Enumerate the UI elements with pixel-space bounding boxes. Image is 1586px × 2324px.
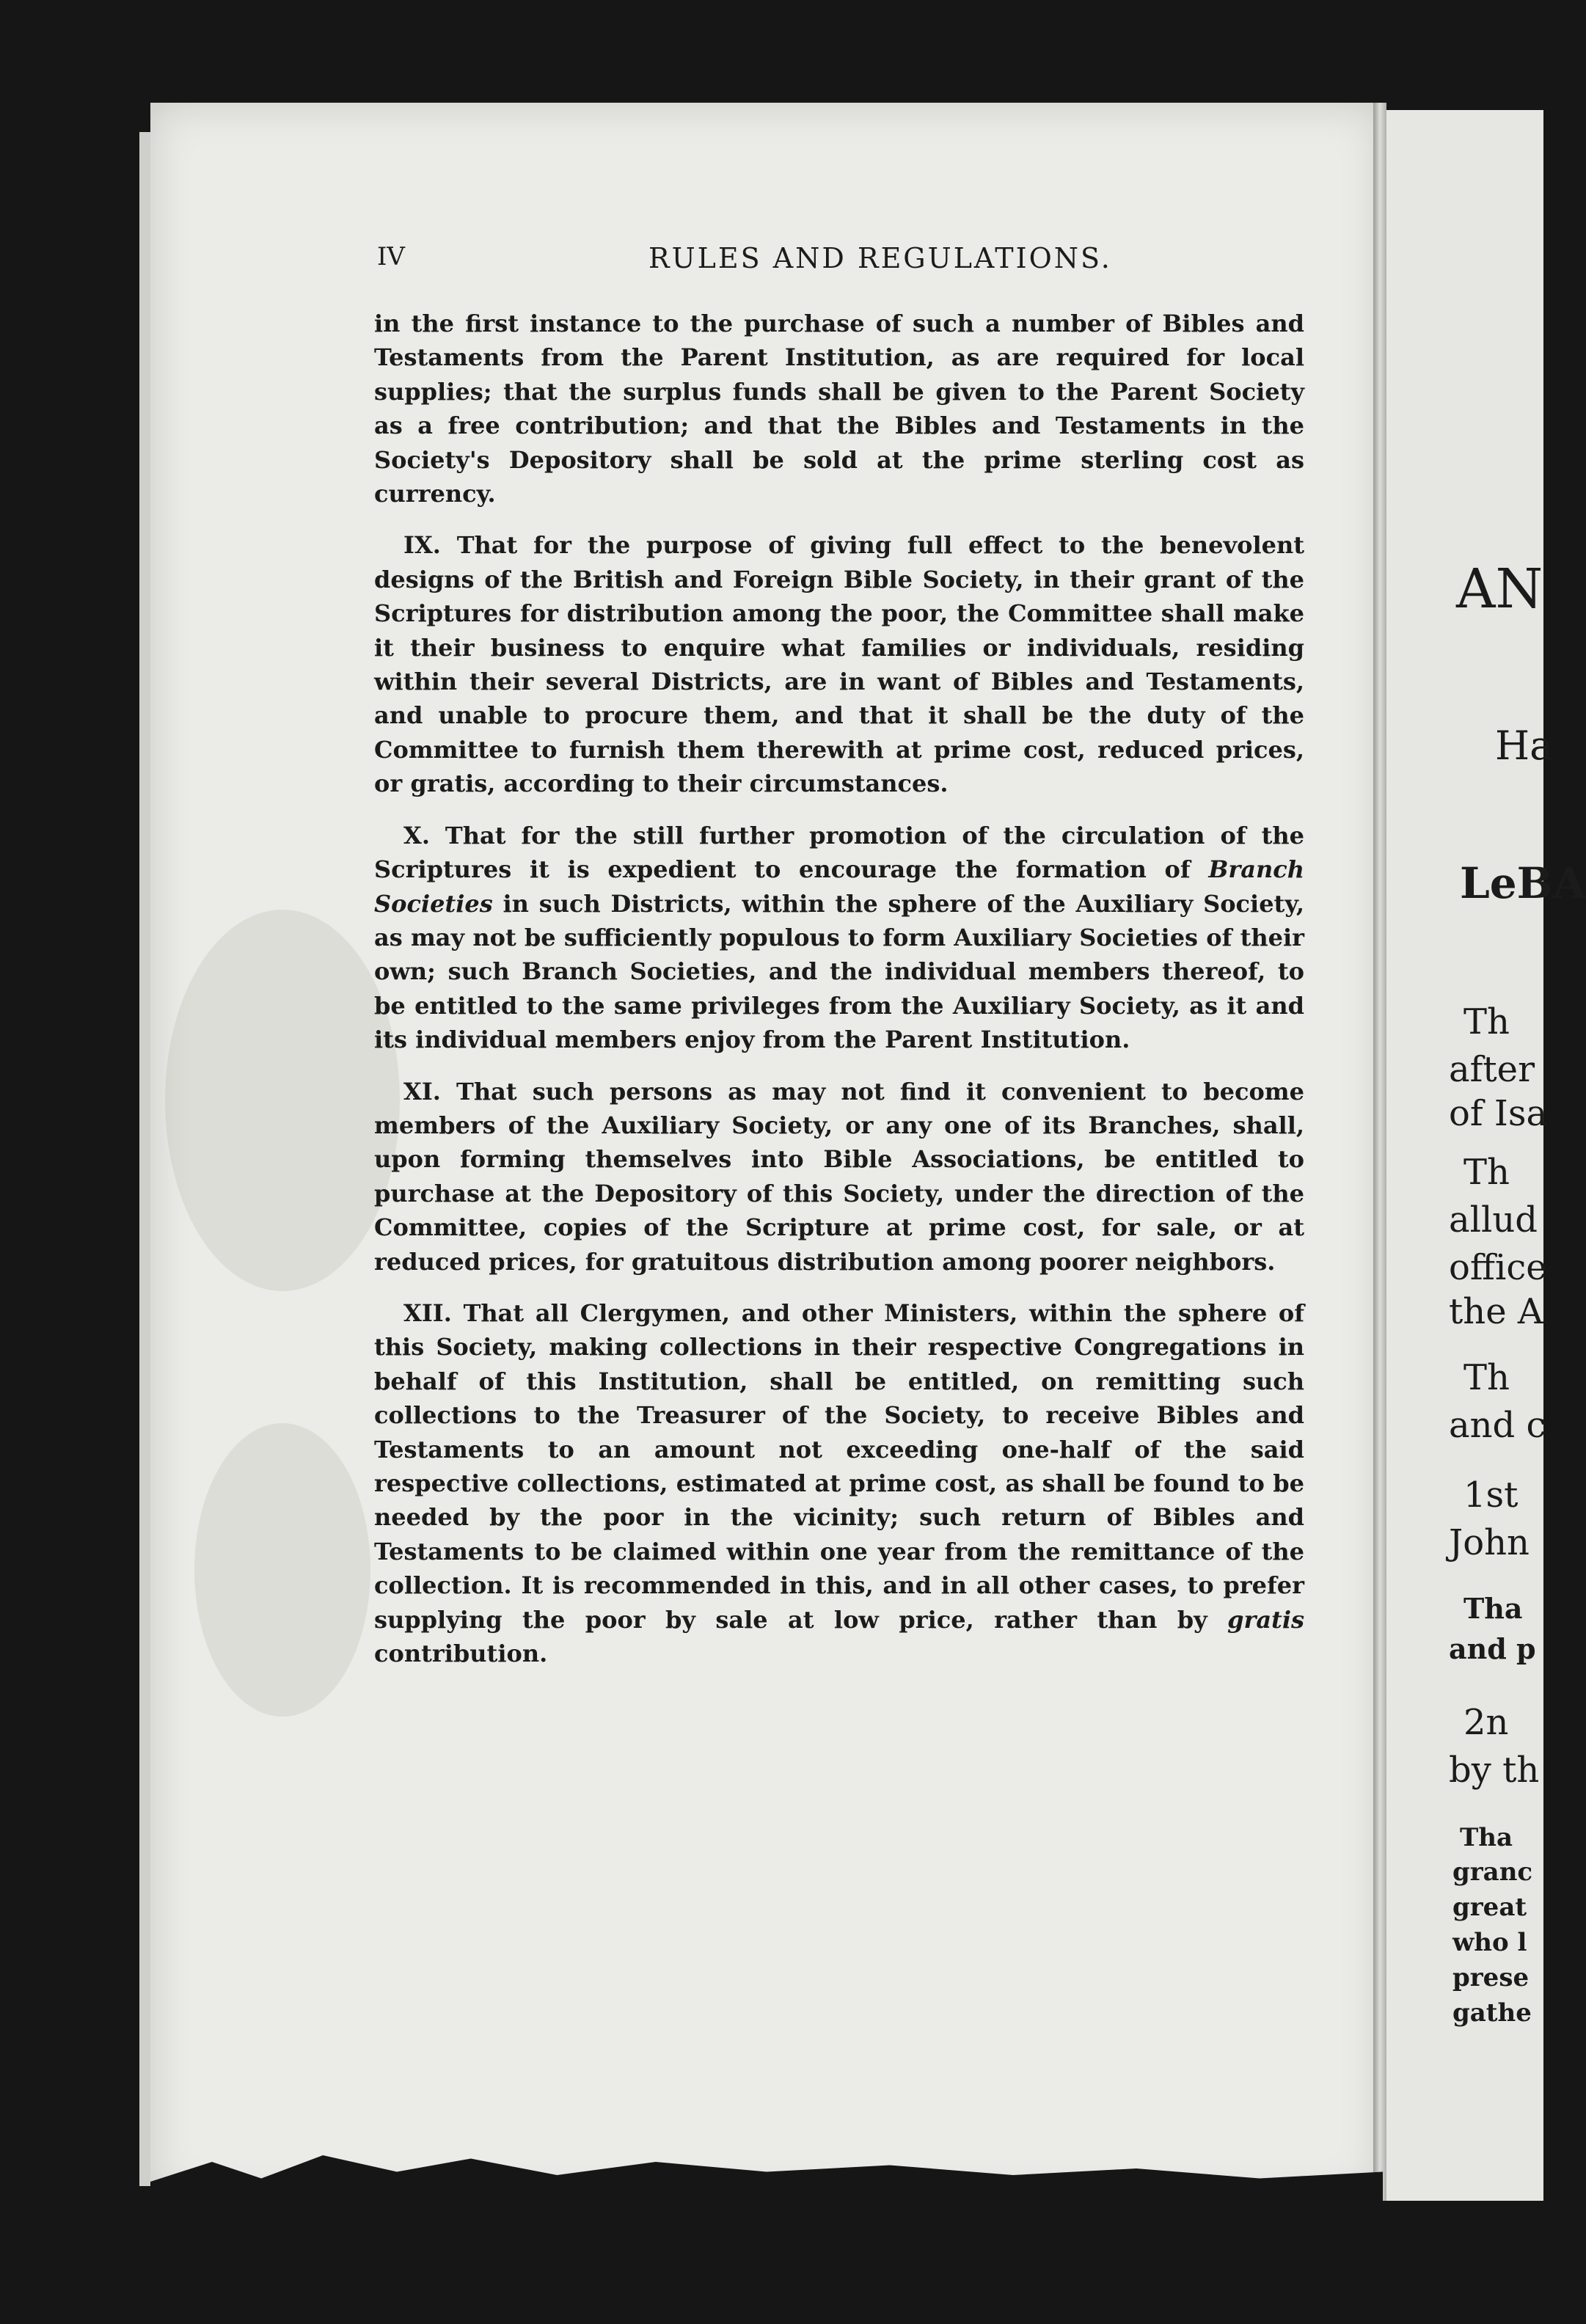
facing-page-line: the A xyxy=(1449,1291,1543,1332)
facing-page-line: and c xyxy=(1449,1405,1546,1446)
facing-page-line: who l xyxy=(1452,1928,1527,1957)
rule-x-text: X. That for the still further promotion of the circulation of the Scriptures it is expedient to encourage the formation of xyxy=(374,821,1304,884)
facing-page-line: Tha xyxy=(1463,1592,1523,1625)
facing-page-line: gathe xyxy=(1452,1998,1532,2028)
book-gutter xyxy=(1373,103,1386,2201)
rule-xii-emphasis: gratis xyxy=(1227,1605,1304,1634)
facing-page-line: Th xyxy=(1463,1001,1510,1042)
facing-page-line: after xyxy=(1449,1049,1535,1090)
facing-page-line: Tha xyxy=(1460,1823,1513,1852)
rule-xii xyxy=(374,1296,1304,1670)
rule-xii-text: XII. That all Clergymen, and other Ministers, within the sphere of this Society, making collections in their respective Congregations in behalf of this Institution, shall be entitled, on remitting such collections to the Treasurer of the Society, to receive Bibles and Testaments to an amount not exceeding one-half of the said respective collections, estimated at prime cost, as shall be found to be needed by the poor in the vicinity; such return of Bibles and Testaments to be claimed within one year from the remittance of the collection. It is recommended in this, and in all other cases, to prefer supplying the poor by sale at low price, rather than by xyxy=(374,1298,1304,1634)
facing-page-line: Th xyxy=(1463,1357,1510,1398)
facing-page-line: prese xyxy=(1452,1963,1530,1992)
rule-x-text-cont: in such Districts, within the sphere of the Auxiliary Society, as may not be sufficiently populous to form Auxiliary Societies of their own; such Branch Societies, and the individual members thereof, to be entitled to the same privileges from the Auxiliary Society, as it and its individual members enjoy from the Parent Institution. xyxy=(374,889,1304,1054)
facing-page-line: 2n xyxy=(1463,1702,1509,1743)
rule-ix: IX. That for the purpose of giving full effect to the benevolent designs of the British and Foreign Bible Society, in their grant of the Scriptures for distribution among the poor, the Committee shall make it their business to enquire what families or individuals, residing within their several Districts, are in want of Bibles and Testaments, and unable to procure them, and that it shall be the duty of the Committee to furnish them therewith at prime cost, reduced prices, or gratis, according to their circumstances. xyxy=(374,531,1304,798)
facing-page-heading: AN xyxy=(1456,558,1543,621)
rule-xii-text-cont: contribution. xyxy=(374,1640,548,1668)
page-header xyxy=(377,242,1294,286)
facing-page-line: of Isa xyxy=(1449,1093,1548,1134)
page-number: IV xyxy=(377,242,405,271)
facing-page-line: office xyxy=(1449,1247,1547,1288)
rule-x-emphasis: Branch Societies xyxy=(374,855,1304,918)
water-stain xyxy=(165,910,400,1291)
water-stain xyxy=(194,1423,370,1717)
facing-page-line: and p xyxy=(1449,1632,1536,1665)
continuation-paragraph: in the first instance to the purchase of such a number of Bibles and Testaments from the Parent Institution, as are required for local supplies; that the surplus funds shall be given to the Parent Society as a free contribution; and that the Bibles and Testaments in the Society's Depository shall be sold at the prime sterling cost as currency. xyxy=(374,310,1304,508)
facing-page-line: great xyxy=(1452,1893,1527,1922)
facing-page-line: LeBA xyxy=(1460,858,1586,908)
facing-page-line: allud xyxy=(1449,1199,1538,1240)
rule-x xyxy=(374,819,1304,1057)
facing-page-line: John xyxy=(1449,1522,1530,1563)
facing-page-line: by th xyxy=(1449,1750,1540,1791)
body-text xyxy=(374,307,1304,1670)
facing-page-line: Ha xyxy=(1495,723,1554,769)
facing-page-line: 1st xyxy=(1463,1475,1519,1516)
running-title: RULES AND REGULATIONS. xyxy=(648,242,1112,274)
facing-page-line: granc xyxy=(1452,1857,1533,1887)
facing-page-line: Th xyxy=(1463,1152,1510,1193)
facing-page xyxy=(1386,110,1586,2201)
rule-xi: XI. That such persons as may not find it convenient to become members of the Auxiliary Society, or any one of its Branches, shall, upon forming themselves into Bible Associations, be entitled to purchase at the Depository of this Society, under the direction of the Committee, copies of the Scripture at prime cost, for sale, or at reduced prices, for gratuitous distribution among poorer neighbors. xyxy=(374,1077,1304,1276)
